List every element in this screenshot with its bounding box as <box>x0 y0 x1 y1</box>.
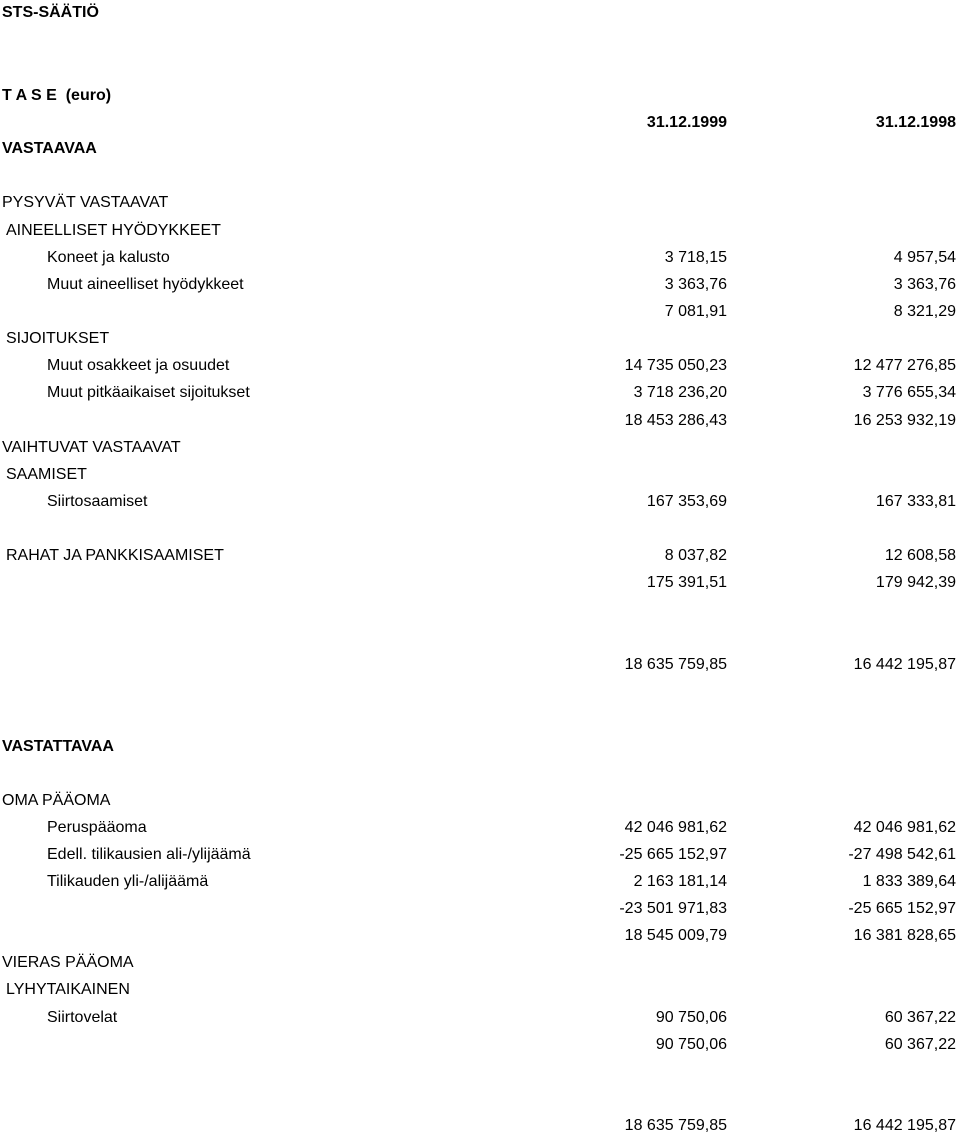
value-1999: 42 046 981,62 <box>624 819 727 836</box>
fixed-assets-heading: PYSYVÄT VASTAAVAT <box>2 194 169 211</box>
value-1998: 3 363,76 <box>893 276 956 293</box>
row-label: Siirtovelat <box>47 1009 118 1026</box>
subtotal-1998: 179 942,39 <box>875 574 956 591</box>
subtotal-1999: 175 391,51 <box>646 574 727 591</box>
subtotal-1998: -25 665 152,97 <box>848 900 956 917</box>
value-1998: 60 367,22 <box>884 1009 956 1026</box>
value-1999: 8 037,82 <box>664 547 727 564</box>
value-1999: 167 353,69 <box>646 493 727 510</box>
column-header-1999: 31.12.1999 <box>646 114 727 131</box>
liabilities-total-1998: 16 442 195,87 <box>853 1117 956 1134</box>
row-label: Edell. tilikausien ali-/ylijäämä <box>47 846 251 863</box>
balance-sheet-title: T A S E (euro) <box>2 87 112 104</box>
value-1998: 12 608,58 <box>884 547 956 564</box>
value-1998: 167 333,81 <box>875 493 956 510</box>
value-1999: -25 665 152,97 <box>619 846 727 863</box>
subtotal-1999: 90 750,06 <box>655 1036 727 1053</box>
current-assets-heading: VAIHTUVAT VASTAAVAT <box>2 439 181 456</box>
value-1998: -27 498 542,61 <box>848 846 956 863</box>
tangible-assets-heading: AINEELLISET HYÖDYKKEET <box>6 222 221 239</box>
subtotal-1998: 60 367,22 <box>884 1036 956 1053</box>
assets-total-1999: 18 635 759,85 <box>624 656 727 673</box>
subtotal-1999: -23 501 971,83 <box>619 900 727 917</box>
value-1998: 4 957,54 <box>893 249 956 266</box>
value-1998: 12 477 276,85 <box>853 357 956 374</box>
value-1998: 1 833 389,64 <box>862 873 956 890</box>
row-label: Siirtosaamiset <box>47 493 148 510</box>
value-1999: 90 750,06 <box>655 1009 727 1026</box>
subtotal-1998: 8 321,29 <box>893 303 956 320</box>
investments-heading: SIJOITUKSET <box>6 330 110 347</box>
equity-total-1999: 18 545 009,79 <box>624 927 727 944</box>
row-label: Muut osakkeet ja osuudet <box>47 357 230 374</box>
organization-name: STS-SÄÄTIÖ <box>2 4 99 21</box>
value-1999: 3 363,76 <box>664 276 727 293</box>
liabilities-total-1999: 18 635 759,85 <box>624 1117 727 1134</box>
assets-heading: VASTAAVAA <box>2 140 97 157</box>
value-1999: 14 735 050,23 <box>624 357 727 374</box>
liabilities-heading: VASTATTAVAA <box>2 738 114 755</box>
equity-total-1998: 16 381 828,65 <box>853 927 956 944</box>
value-1998: 3 776 655,34 <box>862 384 956 401</box>
row-label: Muut aineelliset hyödykkeet <box>47 276 244 293</box>
receivables-heading: SAAMISET <box>6 466 87 483</box>
value-1999: 3 718,15 <box>664 249 727 266</box>
debt-heading: VIERAS PÄÄOMA <box>2 954 134 971</box>
subtotal-1999: 7 081,91 <box>664 303 727 320</box>
column-header-1998: 31.12.1998 <box>875 114 956 131</box>
value-1999: 2 163 181,14 <box>633 873 727 890</box>
subtotal-1998: 16 253 932,19 <box>853 412 956 429</box>
row-label: Peruspääoma <box>47 819 147 836</box>
row-label: Muut pitkäaikaiset sijoitukset <box>47 384 250 401</box>
equity-heading: OMA PÄÄOMA <box>2 792 111 809</box>
short-term-heading: LYHYTAIKAINEN <box>6 981 130 998</box>
assets-total-1998: 16 442 195,87 <box>853 656 956 673</box>
row-label: Koneet ja kalusto <box>47 249 170 266</box>
value-1998: 42 046 981,62 <box>853 819 956 836</box>
value-1999: 3 718 236,20 <box>633 384 727 401</box>
row-label: Tilikauden yli-/alijäämä <box>47 873 209 890</box>
cash-label: RAHAT JA PANKKISAAMISET <box>6 547 224 564</box>
subtotal-1999: 18 453 286,43 <box>624 412 727 429</box>
